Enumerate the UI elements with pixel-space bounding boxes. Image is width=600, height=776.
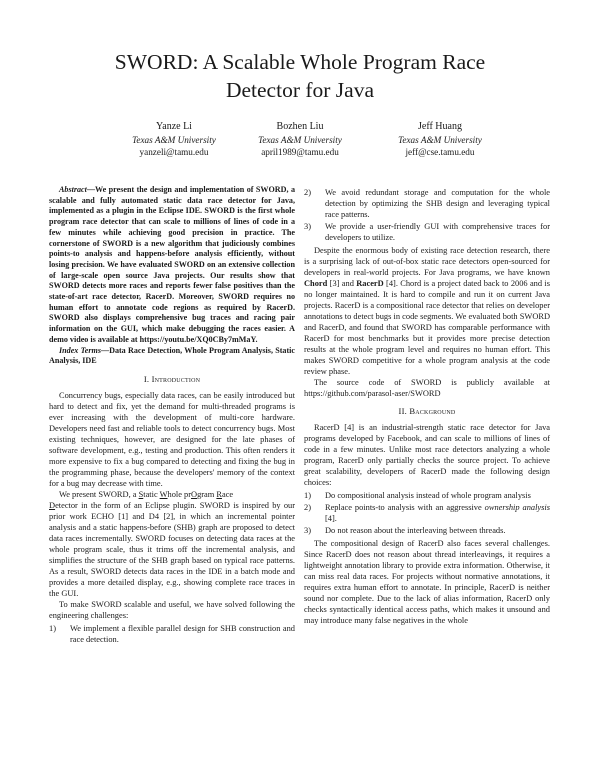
section-heading-introduction: I. Introduction — [143, 373, 201, 384]
right-column — [304, 185, 550, 626]
abstract-label: Abstract — [59, 185, 87, 194]
author-affiliation: Texas A&M University — [132, 134, 216, 145]
author-affiliation: Texas A&M University — [398, 134, 482, 145]
intro-paragraph: To make SWORD scalable and useful, we have solved following the engineering challenges: — [49, 599, 295, 620]
paper-title — [0, 48, 600, 104]
author-email: april1989@tamu.edu — [261, 147, 339, 157]
title-line-1: SWORD: A Scalable Whole Program Race — [114, 50, 486, 74]
challenge-list-continued — [304, 187, 550, 243]
author-name: Bozhen Liu — [276, 121, 324, 132]
background-paragraph: The compositional design of RacerD also faces several challenges. Since RacerD does not reason about thread interleavings, it requires a lightweight annotation library to provide extra information. Otherwise, it can miss real data races. For projects without normative annotations, it requires extra human effort to annotate. In principle, RacerD is neither sound nor complete. Due to the lack of alias information, RacerD only checks syntactically identical access paths, which makes it unsound and may introduce many false negatives in the whole — [304, 539, 550, 625]
design-choice-list — [304, 490, 550, 536]
source-code-paragraph: The source code of SWORD is publicly available at https://github.com/parasol-aser/SWORD — [304, 378, 550, 398]
author-name: Jeff Huang — [418, 121, 462, 132]
intro-paragraph: Concurrency bugs, especially data races, can be easily introduced but hard to detect and fix, yet the demand for multi-threaded programs is ever increasing with the development of multi-core hardware. Developers need fast and reliable tools to detect concurrency bugs. Most existing techniques, however, are designed for the late phases of software development, e.g., testing and production. This often renders it more expensive to fix a bug compared to detecting and fixing the bug in the programming phase, because the developers' memory of the context for a bug may decrease with time. — [49, 390, 295, 488]
abstract-text: We present the design and implementation of SWORD, a scalable and fully automated static data race detector for Java, implemented as a plugin in the Eclipse IDE. SWORD is the first whole program race detector that can scale to millions of lines of code in a few minutes while achieving good precision in practice. The cornerstone of SWORD is a new algorithm that judiciously combines points-to analysis and happens-before analysis efficiently, without losing precision. We have evaluated SWORD on an extensive collection of large-scale open source Java projects. Our results show that SWORD detects more races and reports fewer false positives than the state-of-art race detector, RacerD. Moreover, SWORD requires no human effort to annotate code regions as required by RacerD. SWORD also displays comprehensive bug traces and racing pair information on the GUI, which make debugging the races easier. A demo video is available at https://youtu.be/XQ0CBy7mMaY. — [49, 185, 295, 344]
motivation-paragraph: Despite the enormous body of existing race detection research, there is a surprising lack of out-of-box static race detectors open-sourced for developers in real-world projects. For Java programs, we have known Chord [3] and RacerD [4]. Chord is a project dated back to 2006 and is no longer maintained. It is hard to compile and run it on current Java projects. RacerD is a compositional race detector that relies on developer annotations to detect bugs in code segments. We evaluated both SWORD and RacerD, and found that SWORD has comparable performance with RacerD for most benchmarks but it provides more precise detection results at the whole program level and requires no human effort. This makes SWORD competitive for a whole program analysis at the code review phase. — [304, 246, 550, 376]
section-heading-background: II. Background — [398, 406, 456, 416]
index-terms-text: Data Race Detection, Whole Program Analysis, Static Analysis, IDE — [49, 345, 296, 366]
author-email: jeff@cse.tamu.edu — [405, 147, 475, 157]
author-affiliation: Texas A&M University — [258, 134, 342, 145]
abstract: Abstract—We present the design and implementation of SWORD, a scalable and fully automated static data race detector for Java, implemented as a plugin in the Eclipse IDE. SWORD is the first whole program race detector that can scale to millions of lines of code in a few minutes while achieving good precision in practice. The cornerstone of SWORD is a new algorithm that judiciously combines points-to analysis and happens-before analysis efficiently, without losing precision. We have evaluated SWORD on an extensive collection of large-scale open source Java projects. Our results show that SWORD detects more races and reports fewer false positives than the state-of-art race detector, RacerD. Moreover, SWORD requires no human effort to annotate code regions as required by RacerD. SWORD also displays comprehensive bug traces and racing pair information on the GUI, which make debugging the races easier. A demo video is available at https://youtu.be/XQ0CBy7mMaY. — [49, 185, 295, 344]
author-block — [350, 121, 530, 159]
list-item: 3) We provide a user-friendly GUI with comprehensive traces for developers to utilize. — [304, 222, 550, 242]
intro-paragraph-sword: We present SWORD, a Static Whole prOgram Race Detector in the form of an Eclipse plugin. SWORD is inspired by our prior work ECHO [1] and D4 [2], in which an incremental pointer analysis and a static happens-before (SHB) graph are proposed to detect data races incrementally. SWORD focuses on detecting data races at the whole program scale, thus it trims off the incremental analysis, and simplifies the structure of the SHB graph based on typical race patterns. As a result, SWORD detects data races in the IDE in a batch mode and provides a more detailed display, e.g., showing complete race traces in the GUI. — [49, 489, 295, 598]
challenge-list — [49, 623, 295, 645]
list-item: 2) Replace points-to analysis with an aggressive ownership analysis [4]. — [304, 503, 550, 523]
list-item: 2) We avoid redundant storage and computation for the whole detection by optimizing the SHB design and leveraging typical race patterns. — [304, 188, 550, 219]
list-item: 3) Do not reason about the interleaving between threads. — [304, 526, 506, 535]
author-email: yanzeli@tamu.edu — [139, 147, 209, 157]
list-item: 1) We implement a flexible parallel design for SHB construction and race detection. — [49, 623, 295, 644]
list-item: 1) Do compositional analysis instead of whole program analysis — [304, 491, 531, 500]
author-name: Yanze Li — [156, 121, 192, 132]
index-terms-label: Index Terms — [59, 345, 101, 355]
left-column — [49, 185, 295, 647]
index-terms: Index Terms—Data Race Detection, Whole Program Analysis, Static Analysis, IDE — [49, 345, 296, 366]
title-line-2: Detector for Java — [225, 78, 375, 102]
background-paragraph: RacerD [4] is an industrial-strength static race detector for Java programs developed by Facebook, and can scale to millions of lines of code in a few minutes. Unlike most race detectors analyzing a whole program, RacerD only partially checks the source project. To achieve great scalability, developers of RacerD made the following design choices: — [304, 423, 550, 487]
